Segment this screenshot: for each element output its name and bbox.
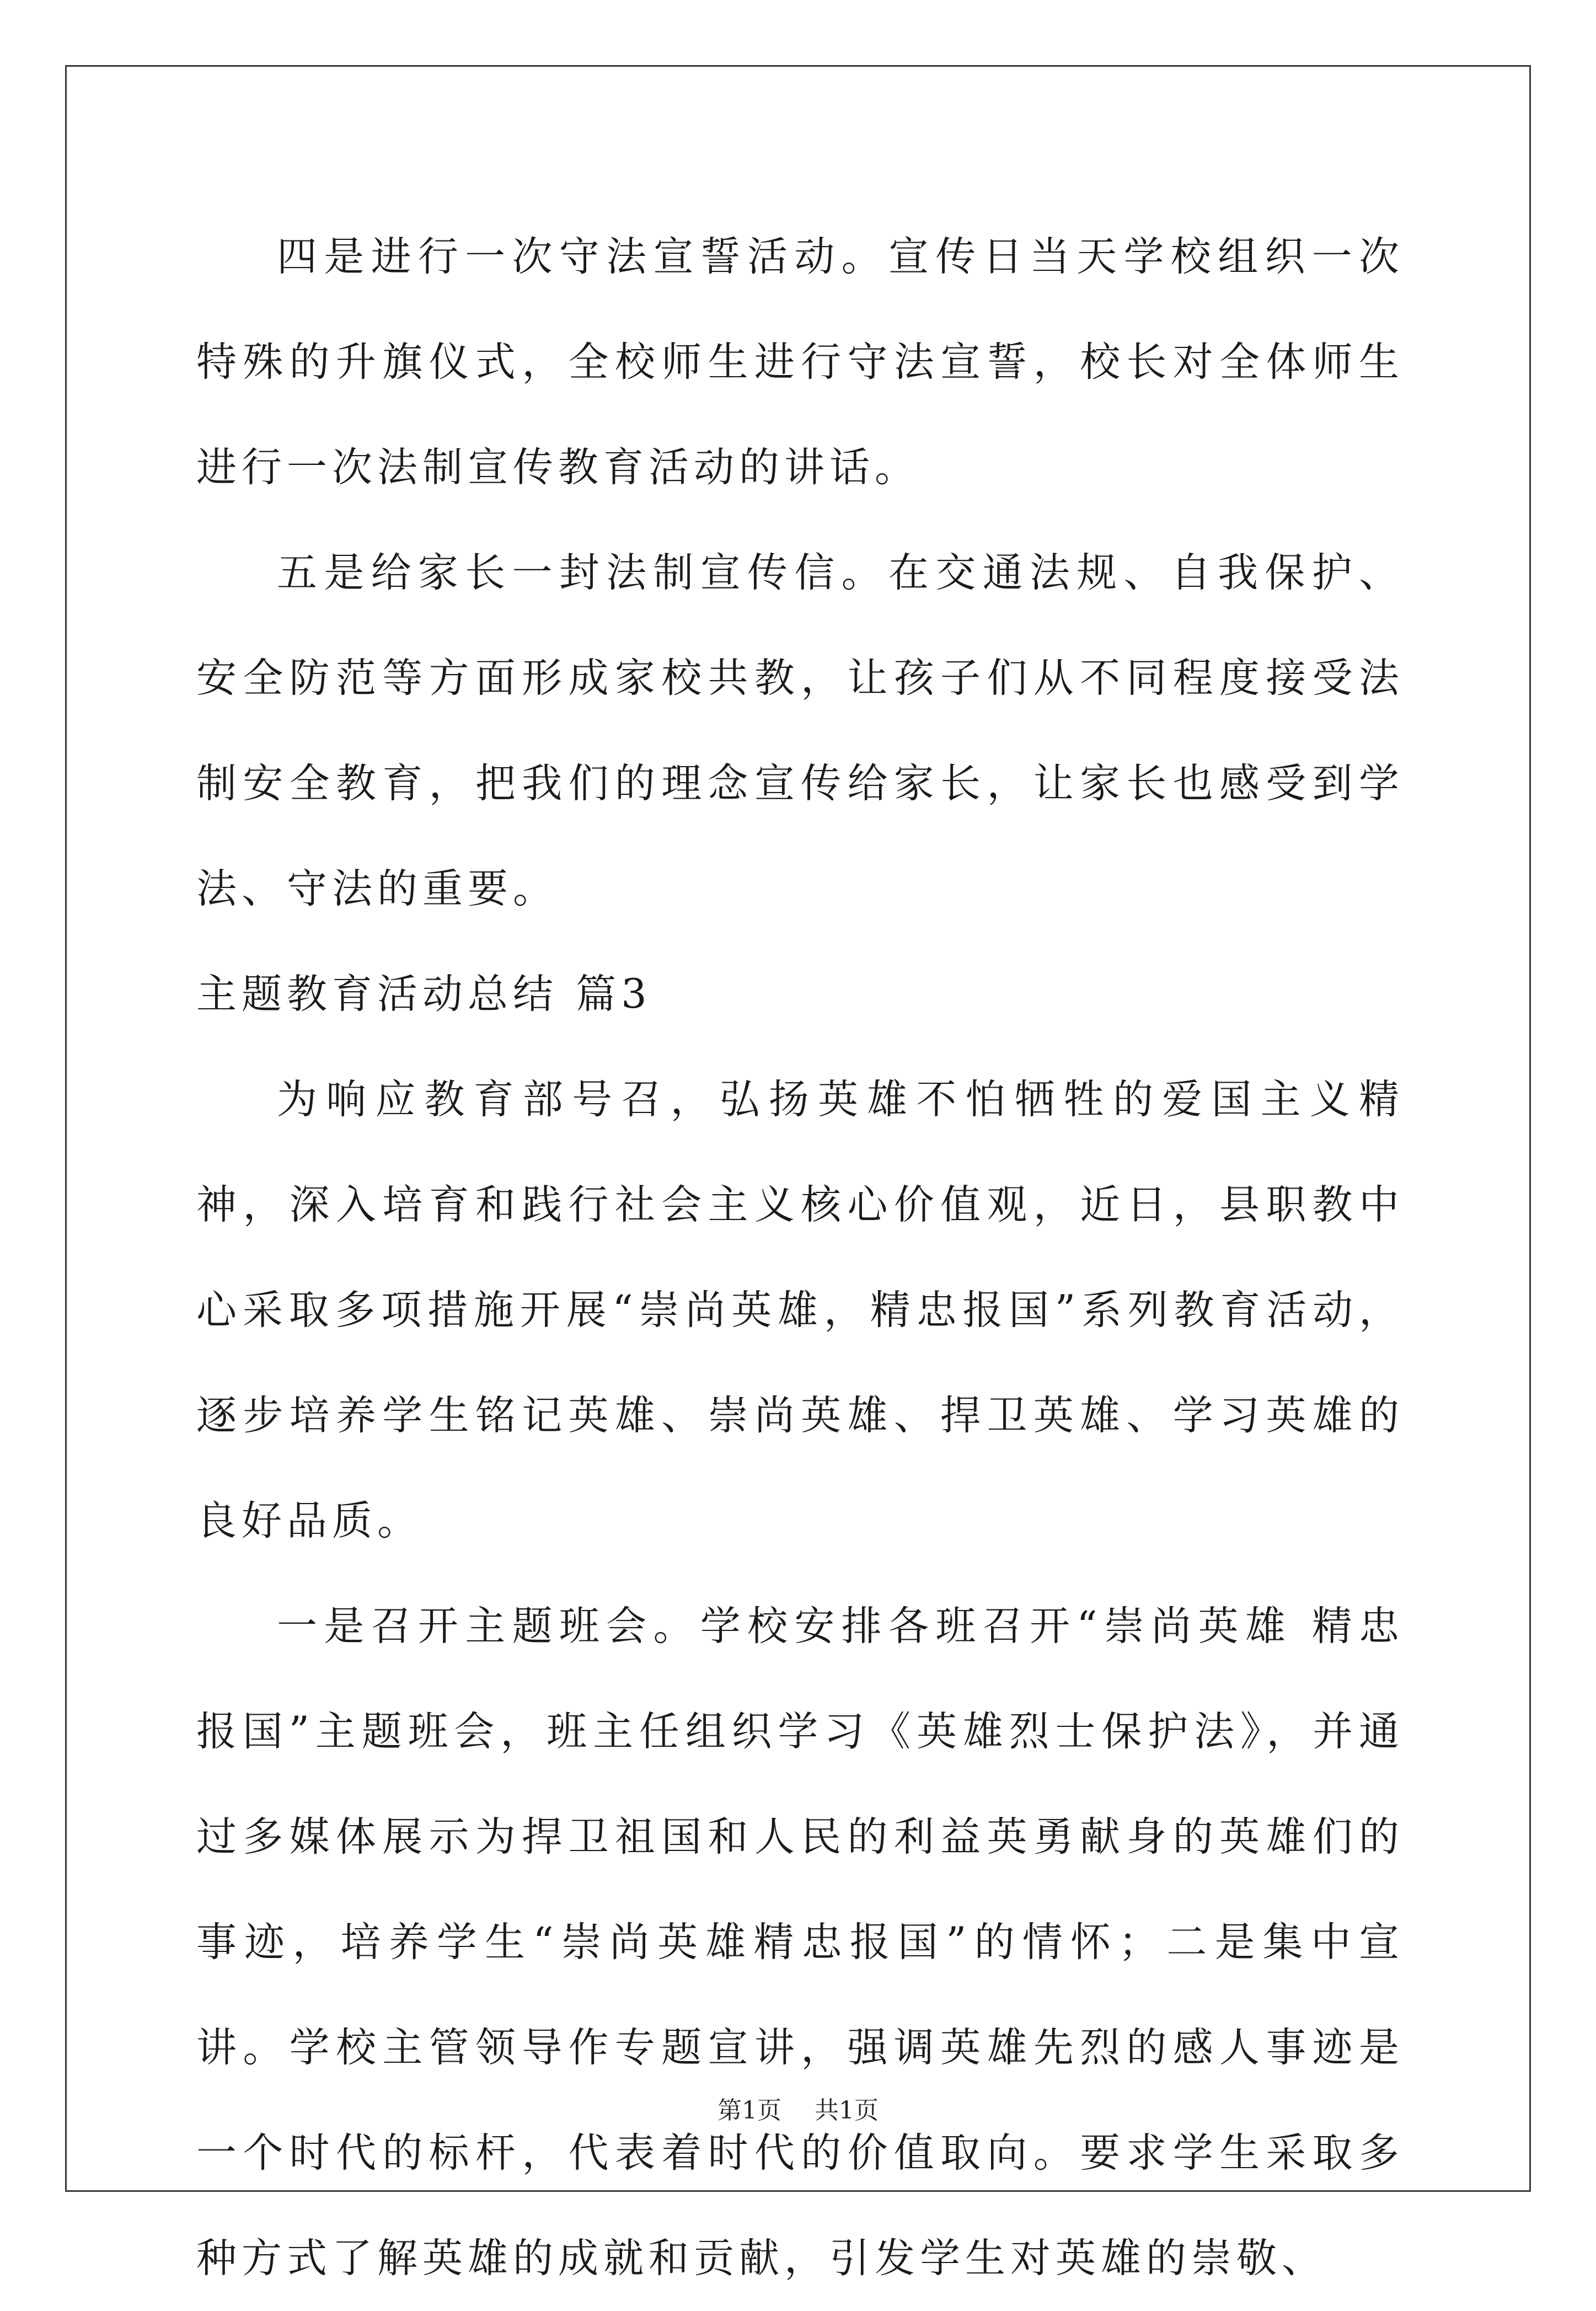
paragraph-2: 五是给家长一封法制宣传信。在交通法规、自我保护、安全防范等方面形成家校共教，让孩子们从不同程度接受法制安全教育，把我们的理念宣传给家长，让家长也感受到学法、守法的重要。 xyxy=(196,549,1404,912)
document-body xyxy=(196,204,1404,2311)
paragraph-3: 为响应教育部号召，弘扬英雄不怕牺牲的爱国主义精神，深入培育和践行社会主义核心价值观，近日，县职教中心采取多项措施开展“崇尚英雄，精忠报国”系列教育活动，逐步培养学生铭记英雄、崇尚英雄、捍卫英雄、学习英雄的良好品质。 xyxy=(196,1076,1404,1544)
page-footer xyxy=(0,2090,1596,2126)
section-heading: 主题教育活动总结 篇3 xyxy=(196,971,652,1018)
paragraph-1: 四是进行一次守法宣誓活动。宣传日当天学校组织一次特殊的升旗仪式，全校师生进行守法宣誓，校长对全体师生进行一次法制宣传教育活动的讲话。 xyxy=(196,233,1404,491)
page-number-total: 共1页 xyxy=(815,2096,879,2125)
page-number-current: 第1页 xyxy=(717,2096,781,2125)
paragraph-4: 一是召开主题班会。学校安排各班召开“崇尚英雄 精忠报国”主题班会，班主任组织学习《英雄烈士保护法》，并通过多媒体展示为捍卫祖国和人民的利益英勇献身的英雄们的事迹，培养学生“崇尚英雄精忠报国”的情怀；二是集中宣讲。学校主管领导作专题宣讲，强调英雄先烈的感人事迹是一个时代的标杆，代表着时代的价值取向。要求学生采取多种方式了解英雄的成就和贡献，引发学生对英雄的崇敬、 xyxy=(196,1603,1404,2282)
